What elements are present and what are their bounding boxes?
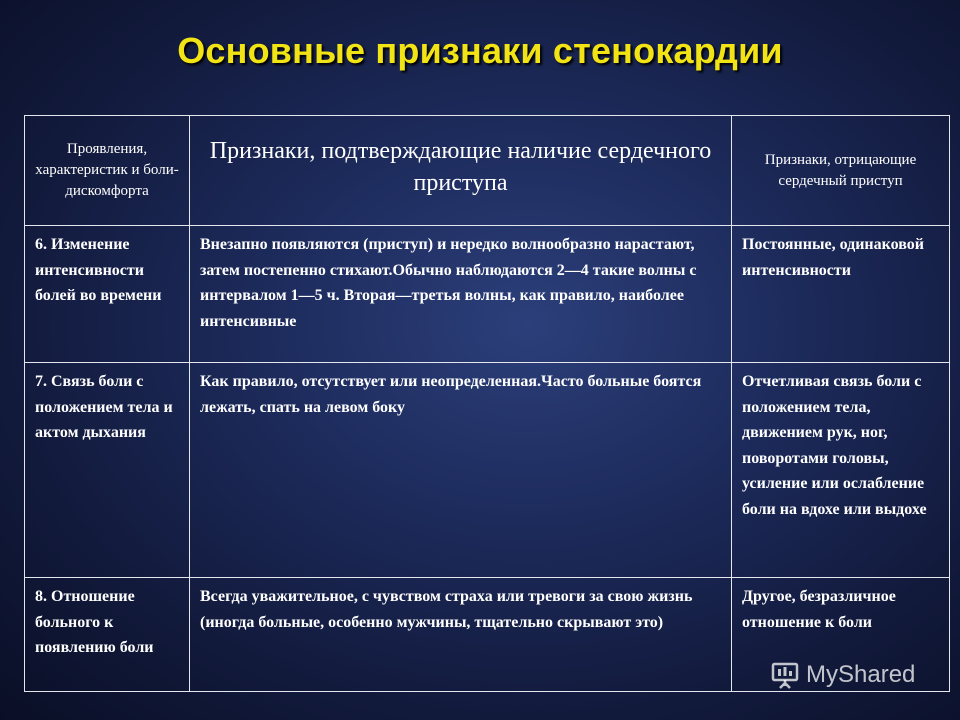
cell-denying: Постоянные, одинаковой интенсивности <box>732 226 950 363</box>
header-manifestation: Проявления, характеристик и боли-дискомфорта <box>25 116 190 226</box>
cell-denying: Другое, безразличное отношение к боли <box>732 578 950 692</box>
cell-denying: Отчетливая связь боли с положением тела, движением рук, ног, поворотами головы, усиление или ослабление боли на вдохе или выдохе <box>732 363 950 578</box>
watermark-text: MyShared <box>806 661 916 688</box>
cell-manifestation: 8. Отношение больного к появлению боли <box>25 578 190 692</box>
watermark <box>770 656 915 694</box>
cell-manifestation: 7. Связь боли с положением тела и актом дыхания <box>25 363 190 578</box>
header-confirming: Признаки, подтверждающие наличие сердечного приступа <box>190 116 732 226</box>
cell-confirming: Всегда уважительное, с чувством страха или тревоги за свою жизнь (иногда больные, особенно мужчины, тщательно скрывают это) <box>190 578 732 692</box>
presentation-icon <box>770 660 800 690</box>
cell-confirming: Внезапно появляются (приступ) и нередко волнообразно нарастают, затем постепенно стихают.Обычно наблюдаются 2—4 такие волны с интервалом 1—5 ч. Вторая—третья волны, как правило, наиболее интенсивные <box>190 226 732 363</box>
page-title: Основные признаки стенокардии <box>177 30 783 71</box>
symptoms-table <box>24 115 950 692</box>
cell-manifestation: 6. Изменение интенсивности болей во времени <box>25 226 190 363</box>
cell-confirming: Как правило, отсутствует или неопределенная.Часто больные боятся лежать, спать на левом боку <box>190 363 732 578</box>
header-row <box>25 116 950 226</box>
header-denying: Признаки, отрицающие сердечный приступ <box>732 116 950 226</box>
table-row <box>25 226 950 363</box>
table-row <box>25 363 950 578</box>
